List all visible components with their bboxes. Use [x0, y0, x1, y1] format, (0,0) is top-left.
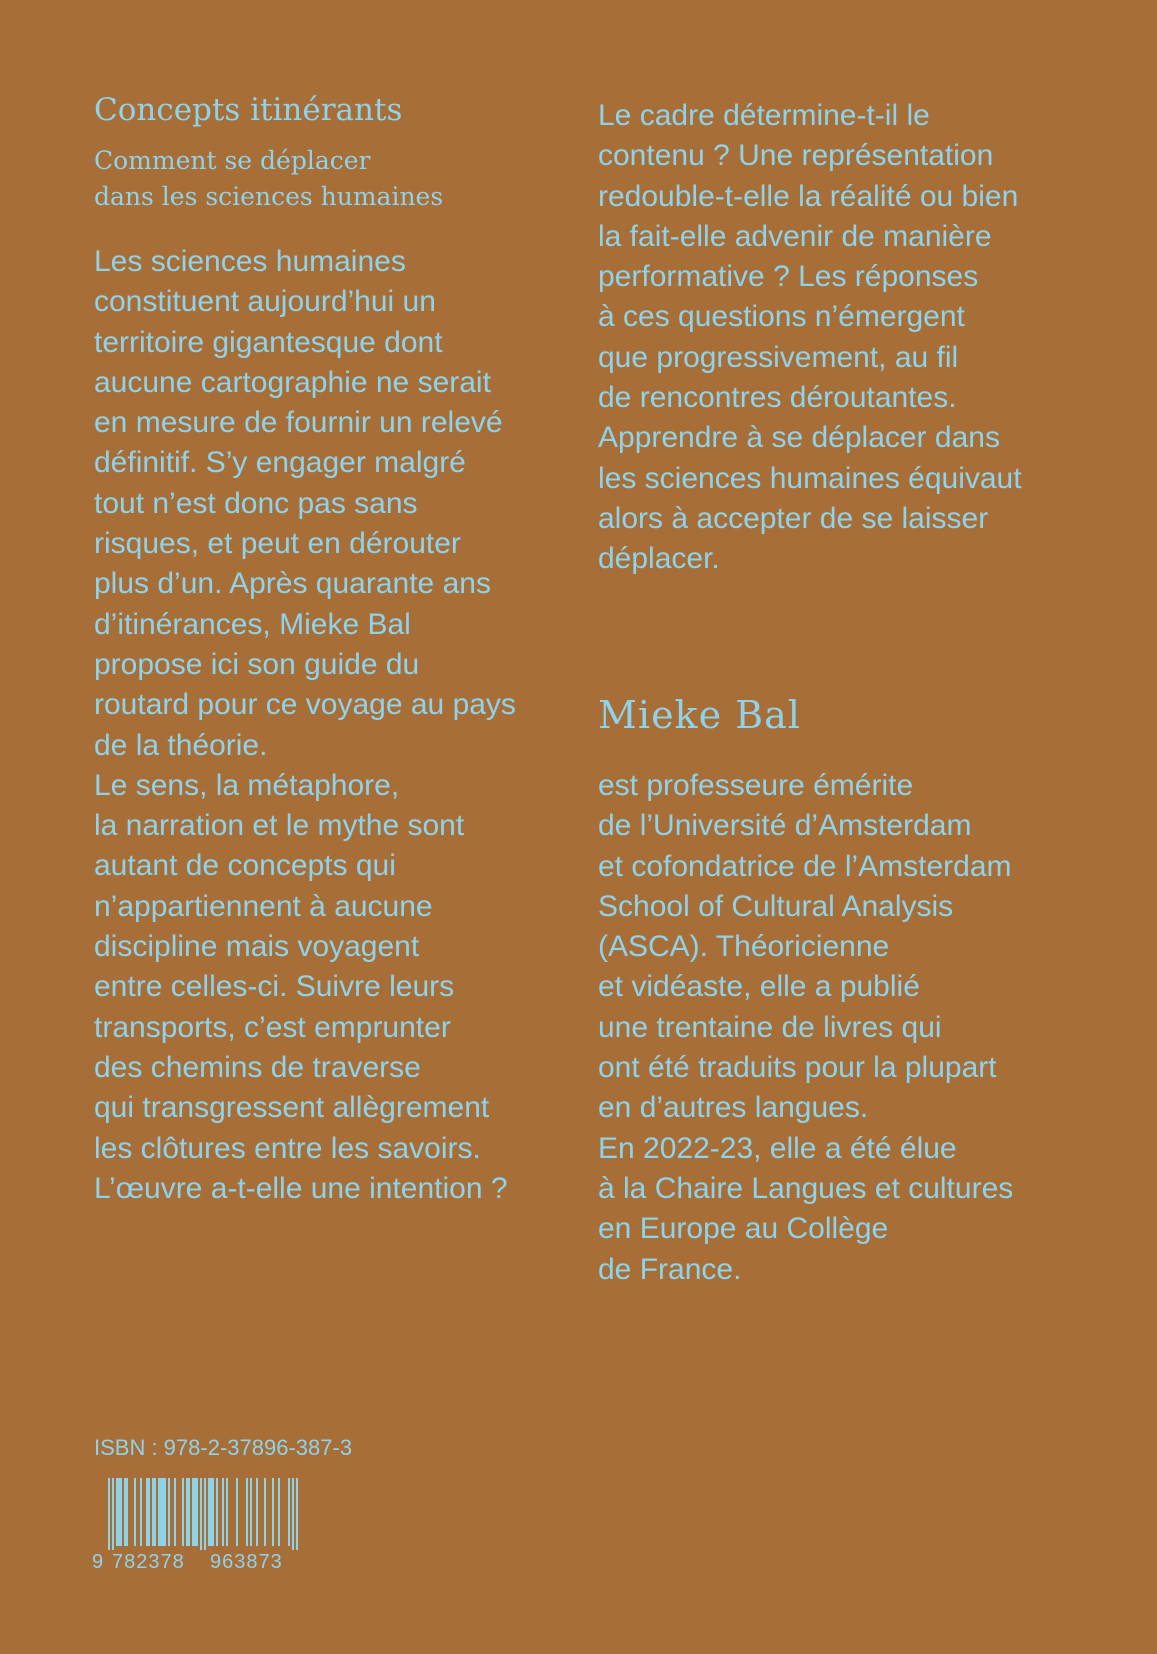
barcode-bar [236, 1478, 238, 1546]
blurb-line: entre celles-ci. Suivre leurs [94, 970, 455, 1004]
barcode-bar [158, 1478, 160, 1546]
barcode-bar [134, 1478, 136, 1546]
barcode-bar [174, 1478, 176, 1546]
blurb-line: discipline mais voyagent [94, 930, 420, 964]
barcode-bar [146, 1478, 148, 1546]
barcode-bar [140, 1478, 142, 1546]
book-subtitle-line-2: dans les sciences humaines [94, 182, 444, 211]
bio-line: (ASCA). Théoricienne [598, 930, 890, 964]
blurb-line: la narration et le mythe sont [94, 809, 465, 843]
barcode-bar [246, 1478, 248, 1546]
blurb-line: L’œuvre a-t-elle une intention ? [94, 1171, 508, 1205]
blurb-line: n’appartiennent à aucune [94, 889, 433, 923]
barcode-bar [212, 1478, 214, 1546]
blurb-line: performative ? Les réponses [598, 260, 979, 294]
barcode-bar [152, 1478, 154, 1546]
barcode-bar [210, 1478, 212, 1546]
barcode-bar [292, 1478, 294, 1550]
barcode-bar [108, 1478, 110, 1550]
blurb-line: des chemins de traverse [94, 1050, 421, 1084]
barcode-bar [162, 1478, 164, 1546]
blurb-line: Les sciences humaines [94, 245, 406, 278]
barcode-bar [124, 1478, 126, 1546]
blurb-line: les clôtures entre les savoirs. [94, 1131, 481, 1165]
bio-line: et cofondatrice de l’Amsterdam [598, 849, 1012, 883]
blurb-line: Apprendre à se déplacer dans [598, 421, 1000, 455]
barcode-bar [118, 1478, 120, 1546]
book-title: Concepts itinérants [94, 92, 403, 128]
barcode-bar [250, 1478, 252, 1546]
barcode-bar [116, 1478, 118, 1546]
barcode-bar [194, 1478, 196, 1546]
book-subtitle [94, 143, 443, 215]
bio-line: En 2022-23, elle a été élue [598, 1131, 957, 1165]
bio-line: School of Cultural Analysis [598, 889, 954, 923]
barcode-bar [188, 1478, 190, 1546]
blurb-line: de rencontres déroutantes. [598, 381, 957, 415]
blurb-line: qui transgressent allègrement [94, 1091, 490, 1125]
blurb-line: à ces questions n’émergent [598, 300, 965, 334]
blurb-line: de la théorie. [94, 728, 268, 762]
blurb-left-column [94, 242, 516, 1209]
barcode-bar [256, 1478, 258, 1546]
barcode-bar [208, 1478, 210, 1546]
blurb-line: que progressivement, au fil [598, 340, 959, 374]
barcode-bar [126, 1478, 128, 1546]
bio-line: de l’Université d’Amsterdam [598, 809, 972, 843]
blurb-line: constituent aujourd’hui un [94, 285, 436, 319]
barcode-bars [92, 1478, 312, 1550]
blurb-line: d’itinérances, Mieke Bal [94, 607, 411, 641]
blurb-line: contenu ? Une représentation [598, 139, 994, 173]
blurb-line: les sciences humaines équivaut [598, 461, 1022, 495]
barcode-bar [296, 1478, 298, 1550]
blurb-line: Le cadre détermine-t-il le [598, 99, 930, 132]
barcode-bar [226, 1478, 228, 1546]
barcode-bar [288, 1478, 290, 1546]
blurb-line: tout n’est donc pas sans [94, 486, 418, 520]
barcode-bar [120, 1478, 122, 1546]
blurb-line: transports, c’est emprunter [94, 1010, 451, 1044]
blurb-line: déplacer. [598, 542, 720, 576]
blurb-line: aucune cartographie ne serait [94, 365, 491, 399]
author-bio [598, 766, 1013, 1290]
barcode-digits-group-1: 782378 [112, 1551, 185, 1573]
blurb-right-column [598, 96, 1022, 580]
barcode-bar [222, 1478, 224, 1546]
blurb-line: autant de concepts qui [94, 849, 396, 883]
barcode-bar [160, 1478, 162, 1546]
barcode-bar [154, 1478, 156, 1546]
blurb-line: alors à accepter de se laisser [598, 501, 989, 535]
barcode-bar [278, 1478, 280, 1546]
barcode-bar [112, 1478, 114, 1550]
book-subtitle-line-1: Comment se déplacer [94, 146, 371, 175]
bio-line: en d’autres langues. [598, 1091, 869, 1125]
blurb-line: propose ici son guide du [94, 647, 420, 681]
barcode-bar [168, 1478, 170, 1546]
blurb-line: la fait-elle advenir de manière [598, 219, 992, 253]
bio-line: à la Chaire Langues et cultures [598, 1171, 1014, 1205]
barcode-bar [196, 1478, 198, 1546]
barcode-digit-first: 9 [92, 1551, 104, 1573]
barcode-bar [200, 1478, 202, 1550]
bio-line: de France. [598, 1252, 742, 1286]
blurb-line: définitif. S’y engager malgré [94, 446, 466, 480]
barcode-bar [264, 1478, 266, 1546]
blurb-line: risques, et peut en dérouter [94, 527, 461, 561]
blurb-line: territoire gigantesque dont [94, 325, 443, 359]
bio-line: ont été traduits pour la plupart [598, 1051, 997, 1085]
author-name: Mieke Bal [598, 693, 801, 737]
barcode-bar [148, 1478, 150, 1546]
barcode-bar [186, 1478, 188, 1546]
barcode-bar [204, 1478, 206, 1550]
bio-line: une trentaine de livres qui [598, 1010, 942, 1044]
bio-line: et vidéaste, elle a publié [598, 970, 920, 1004]
barcode-bar [182, 1478, 184, 1546]
blurb-line: routard pour ce voyage au pays [94, 688, 516, 722]
blurb-line: Le sens, la métaphore, [94, 768, 400, 802]
bio-line: en Europe au Collège [598, 1212, 889, 1246]
barcode-digits-group-2: 963873 [210, 1551, 283, 1573]
barcode-bar [272, 1478, 274, 1546]
blurb-line: redouble-t-elle la réalité ou bien [598, 179, 1019, 213]
isbn-label: ISBN : 978-2-37896-387-3 [94, 1435, 353, 1460]
barcode-bar [164, 1478, 166, 1546]
blurb-line: en mesure de fournir un relevé [94, 406, 503, 440]
blurb-line: plus d’un. Après quarante ans [94, 567, 491, 601]
barcode-bar [216, 1478, 218, 1546]
barcode-bar [192, 1478, 194, 1546]
bio-line: est professeure émérite [598, 769, 914, 802]
